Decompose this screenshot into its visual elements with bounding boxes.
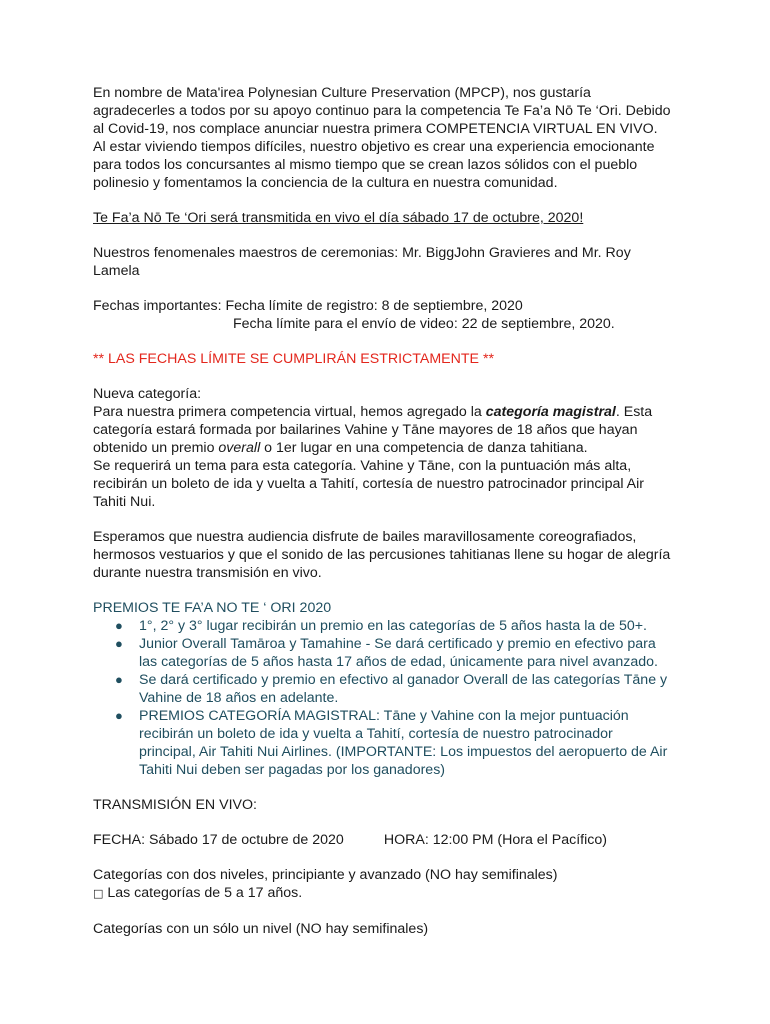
hope-paragraph [93, 528, 693, 582]
prize-item [93, 671, 693, 707]
mc-line: Nuestros fenomenales maestros de ceremonias: Mr. BiggJohn Gravieres and Mr. Roy [93, 245, 631, 261]
intro-line: al Covid-19, nos complace anunciar nuestra primera COMPETENCIA VIRTUAL EN VIVO. [93, 121, 658, 137]
prize-line: principal, Air Tahiti Nui Airlines. (IMPORTANTE: Los impuestos del aeropuerto de Air [139, 744, 668, 760]
mc-paragraph [93, 244, 693, 280]
live-date-row [93, 831, 693, 849]
hope-line: durante nuestra transmisión en vivo. [93, 565, 322, 581]
category-text: . Esta [615, 404, 653, 420]
category-line: recibirán un boleto de ida y vuelta a Tahití, cortesía de nuestro patrocinador principal Air [93, 476, 645, 492]
broadcast-notice: Te Fa’a Nō Te ‘Ori será transmitida en vivo el día sábado 17 de octubre, 2020! [93, 210, 584, 226]
prize-line: Vahine de 18 años en adelante. [139, 690, 339, 706]
two-levels-text: Las categorías de 5 a 17 años. [103, 885, 303, 901]
prize-line: Junior Overall Tamāroa y Tamahine - Se dará certificado y premio en efectivo para [139, 636, 656, 652]
intro-line: agradecerles a todos por su apoyo continuo para la competencia Te Fa’a Nō Te ‘Ori. Debido [93, 103, 671, 119]
category-text: Para nuestra primera competencia virtual, hemos agregado la [93, 404, 486, 420]
registration-deadline: Fechas importantes: Fecha límite de registro: 8 de septiembre, 2020 [93, 298, 523, 314]
hope-line: Esperamos que nuestra audiencia disfrute de bailes maravillosamente coreografiados, [93, 529, 637, 545]
category-heading: Nueva categoría: [93, 386, 202, 402]
prize-line: recibirán un boleto de ida y vuelta a Tahití, cortesía de nuestro patrocinador [139, 726, 613, 742]
bullet-icon: ● [115, 618, 123, 633]
prize-line: Tahiti Nui deben ser pagadas por los ganadores) [139, 762, 446, 778]
live-time: HORA: 12:00 PM (Hora el Pacífico) [383, 832, 607, 848]
mc-line: Lamela [93, 263, 140, 279]
prize-item [93, 707, 693, 779]
prizes-heading: PREMIOS TE FA’A NO TE ‘ ORI 2020 [93, 600, 332, 616]
intro-line: Al estar viviendo tiempos difíciles, nuestro objetivo es crear una experiencia emocionante [93, 139, 655, 155]
prize-item [93, 617, 693, 635]
document-page [93, 84, 693, 938]
category-line [93, 403, 693, 421]
prize-line: PREMIOS CATEGORÍA MAGISTRAL: Tāne y Vahine con la mejor puntuación [139, 708, 629, 724]
new-category-paragraph [93, 385, 693, 511]
hope-line: hermosos vestuarios y que el sonido de las percusiones tahitianas llene su hogar de alegría [93, 547, 671, 563]
category-text: o 1er lugar en una competencia de danza tahitiana. [260, 440, 588, 456]
category-magistral-emphasis: categoría magistral [485, 404, 616, 420]
category-line: Tahiti Nui. [93, 494, 156, 510]
two-levels-section [93, 866, 693, 903]
two-levels-item [93, 884, 693, 903]
prize-line: Se dará certificado y premio en efectivo al ganador Overall de las categorías Tāne y [139, 672, 668, 688]
category-text: obtenido un premio [93, 440, 219, 456]
intro-line: para todos los concursantes al mismo tiempo que se crean lazos sólidos con el pueblo [93, 157, 638, 173]
one-level-heading: Categorías con un sólo un nivel (NO hay semifinales) [93, 921, 429, 937]
intro-line: En nombre de Mata'irea Polynesian Culture Preservation (MPCP), nos gustaría [93, 85, 591, 101]
category-line: categoría estará formada por bailarines Vahine y Tāne mayores de 18 años que hayan [93, 422, 638, 438]
live-heading: TRANSMISIÓN EN VIVO: [93, 797, 257, 813]
important-dates [93, 297, 693, 333]
bullet-icon: ● [115, 672, 123, 687]
category-line [93, 439, 693, 457]
prize-line: 1°, 2° y 3° lugar recibirán un premio en las categorías de 5 años hasta la de 50+. [139, 618, 647, 634]
video-deadline: Fecha límite para el envío de video: 22 de septiembre, 2020. [233, 316, 615, 332]
overall-emphasis: overall [218, 440, 261, 456]
bullet-icon: ● [115, 636, 123, 651]
intro-line: polinesio y fomentamos la conciencia de la cultura en nuestra comunidad. [93, 175, 558, 191]
checkbox-icon: □ [93, 887, 104, 900]
prize-line: las categorías de 5 años hasta 17 años de edad, únicamente para nivel avanzado. [139, 654, 658, 670]
prizes-list [93, 617, 693, 779]
bullet-icon: ● [115, 708, 123, 723]
intro-paragraph [93, 84, 693, 192]
category-line: Se requerirá un tema para esta categoría. Vahine y Tāne, con la puntuación más alta, [93, 458, 632, 474]
prize-item [93, 635, 693, 671]
deadline-warning: ** LAS FECHAS LÍMITE SE CUMPLIRÁN ESTRICTAMENTE ** [93, 351, 495, 367]
two-levels-heading: Categorías con dos niveles, principiante y avanzado (NO hay semifinales) [93, 867, 558, 883]
prizes-section [93, 599, 693, 779]
live-date: FECHA: Sábado 17 de octubre de 2020 [93, 832, 344, 848]
